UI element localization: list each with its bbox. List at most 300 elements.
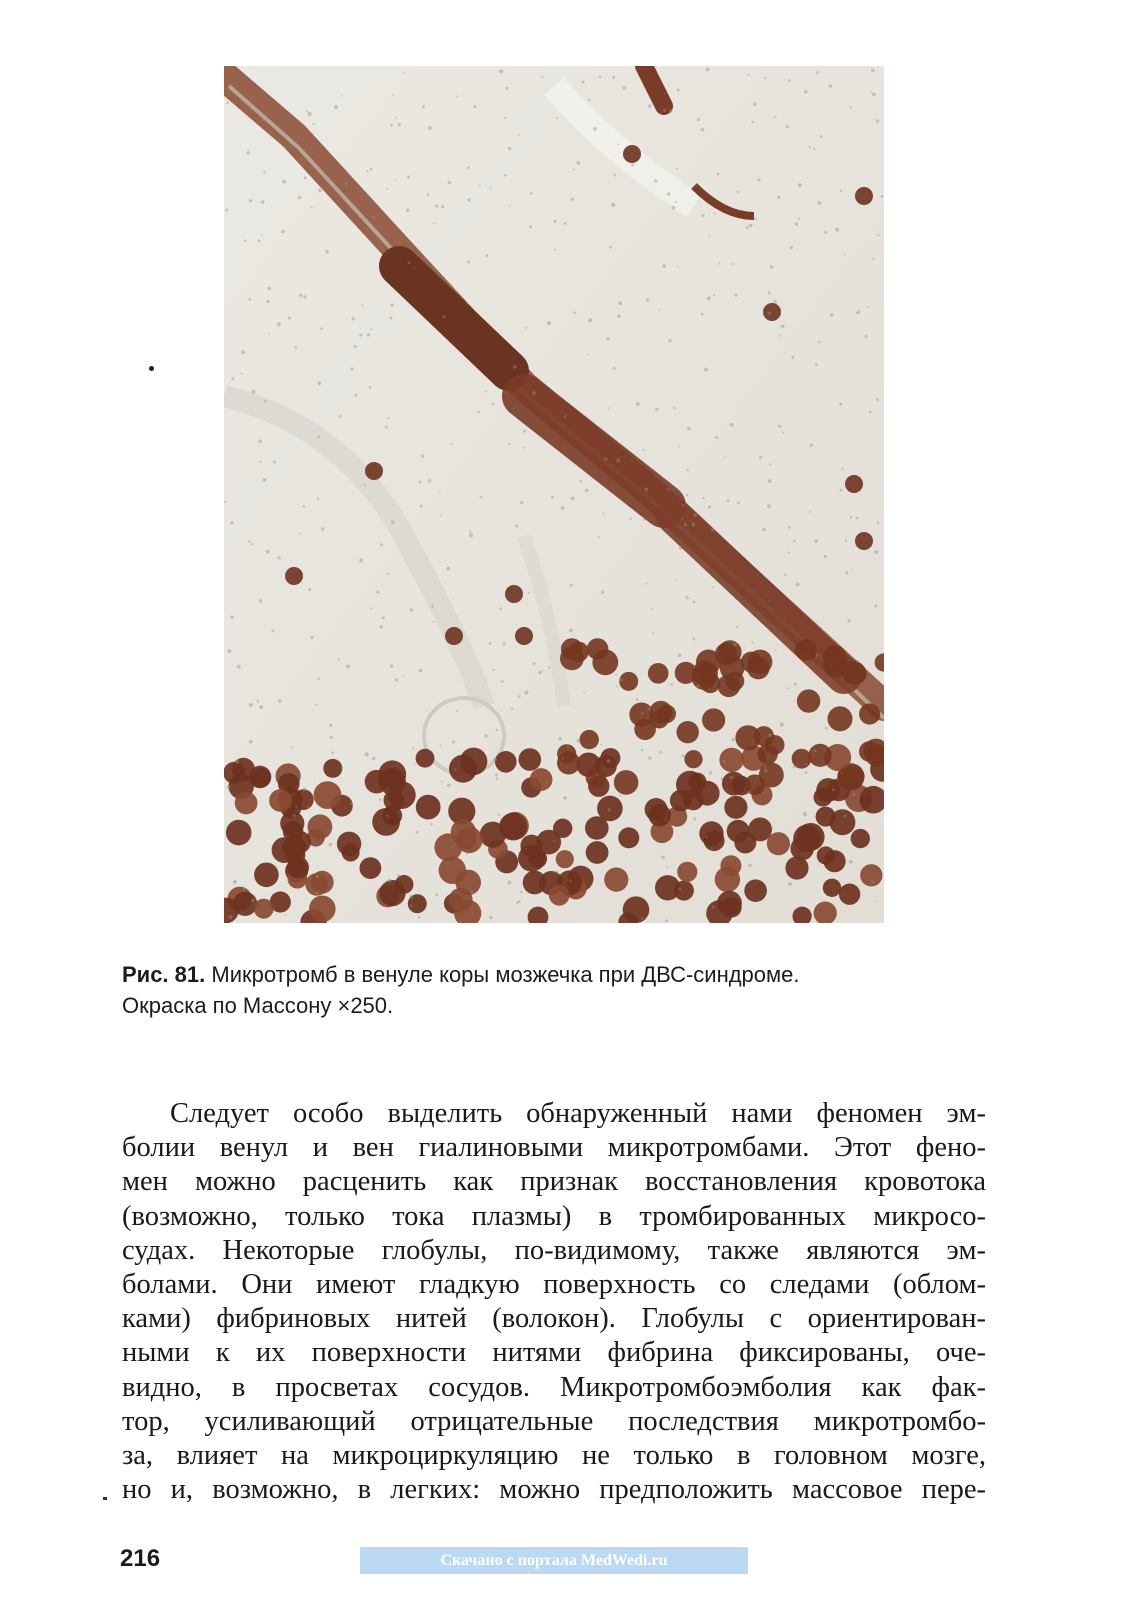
blood-cell xyxy=(828,706,853,731)
blood-cell xyxy=(659,751,662,754)
blood-cell xyxy=(794,683,797,686)
blood-cell xyxy=(501,680,504,683)
blood-cell xyxy=(366,170,368,172)
blood-cell xyxy=(553,840,555,842)
blood-cell xyxy=(669,109,673,113)
blood-cell xyxy=(636,402,640,406)
blood-cell xyxy=(251,96,253,98)
blood-cell xyxy=(493,669,495,671)
blood-cell xyxy=(224,762,245,784)
blood-cell xyxy=(777,196,780,199)
blood-cell xyxy=(420,505,423,508)
blood-cell xyxy=(872,93,876,97)
blood-cell xyxy=(623,145,641,163)
blood-cell xyxy=(259,599,262,602)
blood-cell xyxy=(339,415,342,418)
blood-cell xyxy=(372,216,375,219)
blood-cell xyxy=(258,240,261,243)
blood-cell xyxy=(416,795,441,820)
blood-cell xyxy=(695,781,720,806)
blood-cell xyxy=(518,845,545,872)
blood-cell xyxy=(824,850,846,872)
blood-cell xyxy=(814,788,833,807)
blood-cell xyxy=(414,763,416,765)
blood-cell xyxy=(676,168,678,170)
blood-cell xyxy=(266,550,270,554)
blood-cell xyxy=(763,303,781,321)
blood-cell xyxy=(673,407,675,409)
blood-cell xyxy=(230,521,233,524)
blood-cell xyxy=(784,573,787,576)
blood-cell xyxy=(709,771,712,774)
blood-cell xyxy=(737,191,739,193)
blood-cell xyxy=(734,294,737,297)
blood-cell xyxy=(496,729,498,731)
blood-cell xyxy=(486,254,489,257)
blood-cell xyxy=(452,741,455,744)
blood-cell xyxy=(616,458,620,462)
blood-cell xyxy=(525,848,527,850)
blood-cell xyxy=(711,528,715,532)
blood-cell xyxy=(769,464,771,466)
blood-cell xyxy=(325,250,329,254)
blood-cell xyxy=(587,354,589,356)
blood-cell xyxy=(682,754,685,757)
blood-cell xyxy=(267,300,270,303)
blood-cell xyxy=(449,888,473,912)
blood-cell xyxy=(571,198,574,201)
blood-cell xyxy=(814,749,817,752)
blood-cell xyxy=(593,127,597,131)
blood-cell xyxy=(744,879,767,902)
blood-cell xyxy=(556,850,574,868)
blood-cell xyxy=(721,778,723,780)
blood-cell xyxy=(251,543,253,545)
blood-cell xyxy=(851,569,853,571)
blood-cell xyxy=(580,480,583,483)
blood-cell xyxy=(588,99,590,101)
blood-cell xyxy=(788,79,791,82)
blood-cell xyxy=(523,430,526,433)
blood-cell xyxy=(851,829,870,848)
blood-cell xyxy=(629,703,653,727)
blood-cell xyxy=(694,513,697,516)
blood-cell xyxy=(413,267,415,269)
blood-cell xyxy=(599,76,601,78)
blood-cell xyxy=(825,727,828,730)
blood-cell xyxy=(294,346,297,349)
blood-cell xyxy=(592,649,618,675)
blood-cell xyxy=(768,733,772,737)
blood-cell xyxy=(387,573,389,575)
blood-cell xyxy=(508,443,510,445)
blood-cell xyxy=(258,439,262,443)
blood-cell xyxy=(778,425,781,428)
blood-cell xyxy=(617,314,621,318)
blood-cell xyxy=(243,887,246,890)
blood-cell xyxy=(759,456,762,459)
body-line: тор, усиливающий отрицательные последствия микротромбо- xyxy=(122,1405,986,1437)
blood-cell xyxy=(746,226,749,229)
blood-cell xyxy=(614,770,639,795)
blood-cell xyxy=(830,313,834,317)
blood-cell xyxy=(835,228,839,232)
blood-cell xyxy=(251,899,254,902)
blood-cell xyxy=(877,234,879,236)
blood-cell xyxy=(757,178,760,181)
blood-cell xyxy=(824,555,827,558)
blood-cell xyxy=(679,546,682,549)
blood-cell xyxy=(794,700,796,702)
blood-cell xyxy=(329,843,333,847)
blood-cell xyxy=(387,815,389,817)
blood-cell xyxy=(829,84,832,87)
blood-cell xyxy=(554,249,556,251)
blood-cell xyxy=(567,746,569,748)
blood-cell xyxy=(677,266,679,268)
blood-cell xyxy=(675,201,677,203)
blood-cell xyxy=(876,119,879,122)
blood-cell xyxy=(403,72,405,74)
blood-cell xyxy=(485,390,487,392)
blood-cell xyxy=(359,559,363,563)
blood-cell xyxy=(315,892,318,895)
blood-cell xyxy=(714,212,716,214)
blood-cell xyxy=(398,903,400,905)
blood-cell xyxy=(529,225,532,228)
blood-cell xyxy=(864,335,867,338)
blood-cell xyxy=(672,206,676,210)
blood-cell xyxy=(509,205,511,207)
blood-cell xyxy=(577,739,581,743)
blood-cell xyxy=(419,669,423,673)
blood-cell xyxy=(845,475,863,493)
blood-cell xyxy=(370,607,372,609)
blood-cell xyxy=(288,316,291,319)
blood-cell xyxy=(493,758,497,762)
blood-cell xyxy=(226,820,252,846)
blood-cell xyxy=(758,744,778,764)
blood-cell xyxy=(696,684,699,687)
blood-cell xyxy=(841,772,843,774)
blood-cell xyxy=(352,317,355,320)
blood-cell xyxy=(701,214,704,217)
blood-cell xyxy=(533,662,536,665)
blood-cell xyxy=(754,217,757,220)
blood-cell xyxy=(299,294,302,297)
blood-cell xyxy=(293,814,296,817)
blood-cell xyxy=(233,880,237,884)
blood-cell xyxy=(273,461,276,464)
blood-cell xyxy=(775,649,777,651)
blood-cell xyxy=(652,632,654,634)
blood-cell xyxy=(395,875,414,894)
blood-cell xyxy=(430,823,432,825)
blood-cell xyxy=(397,874,400,877)
blood-cell xyxy=(704,368,708,372)
blood-cell xyxy=(285,914,287,916)
blood-cell xyxy=(732,263,734,265)
blood-cell xyxy=(418,916,421,919)
blood-cell xyxy=(390,124,393,127)
blood-cell xyxy=(618,827,639,848)
blood-cell xyxy=(226,102,229,105)
blood-cell xyxy=(504,174,507,177)
blood-cell xyxy=(564,222,567,225)
blood-cell xyxy=(641,712,643,714)
blood-cell xyxy=(380,543,383,546)
blood-cell xyxy=(391,304,394,307)
blood-cell xyxy=(718,263,720,265)
blood-cell xyxy=(498,814,500,816)
blood-cell xyxy=(391,521,394,524)
blood-cell xyxy=(701,128,705,132)
blood-cell xyxy=(805,763,807,765)
blood-cell xyxy=(248,540,251,543)
blood-cell xyxy=(407,176,410,179)
blood-cell xyxy=(241,373,243,375)
blood-cell xyxy=(607,759,611,763)
blood-cell xyxy=(674,881,694,901)
blood-cell xyxy=(456,827,482,853)
blood-cell xyxy=(556,117,558,119)
blood-cell xyxy=(780,723,784,727)
blood-cell xyxy=(304,176,307,179)
blood-cell xyxy=(824,231,827,234)
blood-cell xyxy=(233,892,257,916)
blood-cell xyxy=(677,721,699,743)
blood-cell xyxy=(601,591,604,594)
blood-cell xyxy=(410,904,412,906)
blood-cell xyxy=(651,608,653,610)
blood-cell xyxy=(665,919,668,922)
blood-cell xyxy=(860,864,882,886)
blood-cell xyxy=(553,902,555,904)
blood-cell xyxy=(671,683,673,685)
blood-cell xyxy=(254,863,279,888)
blood-cell xyxy=(237,665,241,669)
blood-cell xyxy=(767,504,771,508)
blood-cell xyxy=(435,894,438,897)
blood-cell xyxy=(876,398,879,401)
blood-cell xyxy=(762,528,766,532)
stray-mark xyxy=(103,1497,107,1500)
blood-cell xyxy=(227,649,231,653)
blood-cell xyxy=(753,102,757,106)
blood-cell xyxy=(428,126,432,130)
blood-cell xyxy=(315,704,317,706)
blood-cell xyxy=(395,117,397,119)
blood-cell xyxy=(341,95,343,97)
blood-cell xyxy=(675,579,677,581)
blood-cell xyxy=(818,341,820,343)
blood-cell xyxy=(685,596,688,599)
blood-cell xyxy=(577,161,581,165)
blood-cell xyxy=(247,151,250,154)
blood-cell xyxy=(350,802,353,805)
blood-cell xyxy=(364,484,366,486)
blood-cell xyxy=(751,642,753,644)
blood-cell xyxy=(727,820,750,843)
blood-cell xyxy=(759,763,784,788)
blood-cell xyxy=(839,403,842,406)
blood-cell xyxy=(341,767,343,769)
blood-cell xyxy=(788,882,792,886)
blood-cell xyxy=(663,108,666,111)
blood-cell xyxy=(712,586,714,588)
blood-cell xyxy=(773,300,777,304)
blood-cell xyxy=(722,760,726,764)
micrograph-figure xyxy=(224,66,884,923)
blood-cell xyxy=(365,752,369,756)
blood-cell xyxy=(303,787,307,791)
blood-cell xyxy=(440,515,442,517)
blood-cell xyxy=(737,502,740,505)
blood-cell xyxy=(791,356,794,359)
blood-cell xyxy=(299,533,301,535)
blood-cell xyxy=(421,455,424,458)
blood-cell xyxy=(815,539,818,542)
blood-cell xyxy=(314,781,342,809)
blood-cell xyxy=(609,246,612,249)
blood-cell xyxy=(768,292,771,295)
blood-cell xyxy=(733,643,736,646)
blood-cell xyxy=(427,193,430,196)
blood-cell xyxy=(264,400,266,402)
blood-cell xyxy=(709,236,711,238)
blood-cell xyxy=(815,363,818,366)
blood-cell xyxy=(369,386,372,389)
body-line: за, влияет на микроциркуляцию не только в головном мозге, xyxy=(122,1439,986,1471)
blood-cell xyxy=(441,780,443,782)
blood-cell xyxy=(227,785,230,788)
blood-cell xyxy=(779,335,781,337)
blood-cell xyxy=(513,365,516,368)
blood-cell xyxy=(306,110,308,112)
blood-cell xyxy=(874,901,876,903)
blood-cell xyxy=(646,299,649,302)
blood-cell xyxy=(467,198,470,201)
blood-cell xyxy=(764,77,766,79)
blood-cell xyxy=(395,678,398,681)
blood-cell xyxy=(693,817,696,820)
blood-cell xyxy=(620,678,623,681)
blood-cell xyxy=(403,675,405,677)
blood-cell xyxy=(616,686,618,688)
blood-cell xyxy=(557,744,576,763)
blood-cell xyxy=(388,879,392,883)
blood-cell xyxy=(573,169,575,171)
blood-cell xyxy=(859,741,880,762)
blood-cell xyxy=(615,674,617,676)
blood-cell xyxy=(477,411,479,413)
blood-cell xyxy=(809,744,832,767)
blood-cell xyxy=(445,627,463,645)
blood-cell xyxy=(700,673,720,693)
blood-cell xyxy=(782,432,784,434)
blood-cell xyxy=(229,915,233,919)
blood-cell xyxy=(456,95,458,97)
blood-cell xyxy=(606,337,609,340)
blood-cell xyxy=(515,627,533,645)
blood-cell xyxy=(747,791,750,794)
blood-cell xyxy=(693,601,696,604)
blood-cell xyxy=(470,890,473,893)
blood-cell xyxy=(398,123,401,126)
blood-cell xyxy=(278,699,282,703)
blood-cell xyxy=(580,730,599,749)
blood-cell xyxy=(839,884,860,905)
blood-cell xyxy=(780,325,784,329)
blood-cell xyxy=(318,381,322,385)
blood-cell xyxy=(636,698,639,701)
blood-cell xyxy=(263,478,267,482)
blood-cell xyxy=(748,74,750,76)
blood-cell xyxy=(308,112,312,116)
blood-cell xyxy=(351,367,354,370)
blood-cell xyxy=(655,408,658,411)
blood-cell xyxy=(244,239,246,241)
blood-cell xyxy=(645,583,647,585)
blood-cell xyxy=(678,887,681,890)
blood-cell xyxy=(749,224,752,227)
blood-cell xyxy=(874,604,877,607)
blood-cell xyxy=(730,776,733,779)
blood-cell xyxy=(313,123,315,125)
page-number: 216 xyxy=(120,1545,161,1572)
blood-cell xyxy=(684,523,687,526)
blood-cell xyxy=(693,667,695,669)
blood-cell xyxy=(359,334,362,337)
blood-cell xyxy=(678,446,680,448)
blood-cell xyxy=(295,805,297,807)
blood-cell xyxy=(330,736,333,739)
blood-cell xyxy=(856,660,859,663)
blood-cell xyxy=(722,897,742,917)
blood-cell xyxy=(664,93,666,95)
blood-cell xyxy=(856,517,859,520)
blood-cell xyxy=(850,516,853,519)
blood-cell xyxy=(612,76,615,79)
blood-cell xyxy=(796,583,800,587)
blood-cell xyxy=(648,707,652,711)
blood-cell xyxy=(508,147,511,150)
blood-cell xyxy=(277,322,281,326)
blood-cell xyxy=(439,491,441,493)
blood-cell xyxy=(311,206,313,208)
blood-cell xyxy=(751,121,753,123)
blood-cell xyxy=(499,607,502,610)
blood-cell xyxy=(281,230,284,233)
micrograph-image xyxy=(224,66,884,923)
blood-cell xyxy=(466,852,469,855)
blood-cell xyxy=(310,636,313,639)
blood-cell xyxy=(748,818,772,842)
blood-cell xyxy=(795,639,817,661)
blood-cell xyxy=(503,642,506,645)
body-line: ными к их поверхности нитями фибрина фиксированы, оче- xyxy=(122,1337,986,1369)
blood-cell xyxy=(705,836,707,838)
blood-cell xyxy=(571,497,575,501)
blood-cell xyxy=(820,135,823,138)
blood-cell xyxy=(588,318,592,322)
blood-cell xyxy=(268,333,270,335)
blood-cell xyxy=(508,881,512,885)
blood-cell xyxy=(855,532,873,550)
blood-cell xyxy=(224,501,226,503)
blood-cell xyxy=(431,605,434,608)
blood-cell xyxy=(490,187,492,189)
